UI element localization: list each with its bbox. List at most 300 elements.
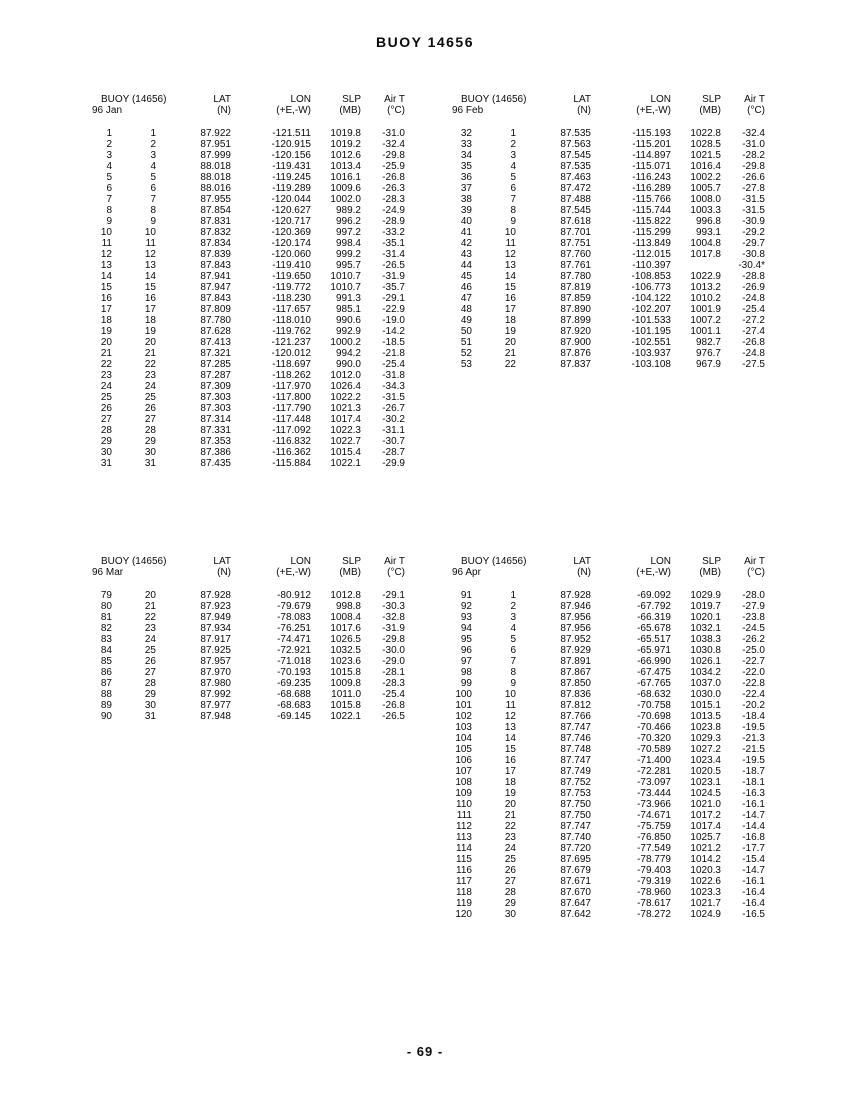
cell: 14 — [144, 271, 156, 282]
cell: 20 — [504, 799, 516, 810]
table-row — [88, 645, 405, 656]
table-row — [448, 128, 765, 139]
table-row — [88, 370, 405, 381]
table-row — [88, 689, 405, 700]
table-mar — [88, 556, 408, 722]
cell: 1019.7 — [690, 601, 721, 612]
cell: 1021.2 — [690, 843, 721, 854]
cell: 97 — [460, 656, 472, 667]
cell: 88.018 — [200, 161, 231, 172]
cell: -70.320 — [637, 733, 671, 744]
column-header-slp: SLP — [342, 94, 361, 105]
cell: 1026.1 — [690, 656, 721, 667]
table-row — [88, 700, 405, 711]
cell: -29.1 — [382, 293, 405, 304]
cell: 1022.8 — [690, 128, 721, 139]
column-header-airt: Air T — [744, 94, 765, 105]
cell: 87.977 — [200, 700, 231, 711]
cell: 29 — [504, 898, 516, 909]
cell: -120.627 — [271, 205, 311, 216]
cell: 1023.3 — [690, 887, 721, 898]
cell: 87.303 — [200, 392, 231, 403]
cell: -115.766 — [632, 194, 671, 205]
cell: -29.7 — [742, 238, 765, 249]
cell: 1021.0 — [690, 799, 721, 810]
column-header-buoy: BUOY (14656) — [461, 94, 527, 105]
cell: -73.444 — [637, 788, 671, 799]
cell: 115 — [456, 854, 472, 865]
cell: 87.843 — [200, 293, 231, 304]
cell: 87.747 — [560, 755, 591, 766]
cell: 10 — [504, 689, 516, 700]
table-row — [88, 150, 405, 161]
cell: 87.331 — [200, 425, 231, 436]
cell: 27 — [504, 876, 516, 887]
cell: 16 — [504, 293, 516, 304]
cell: -16.1 — [742, 876, 765, 887]
cell: 993.1 — [695, 227, 721, 238]
cell: 81 — [100, 612, 112, 623]
cell: 1024.9 — [690, 909, 721, 920]
table-row — [448, 700, 765, 711]
table-row — [448, 601, 765, 612]
cell: -26.9 — [742, 282, 765, 293]
cell: 111 — [456, 810, 472, 821]
column-unit-lon: (+E,-W) — [276, 105, 311, 116]
cell: -32.8 — [382, 612, 405, 623]
cell: -26.3 — [382, 183, 405, 194]
cell: 7 — [510, 194, 516, 205]
cell: 1015.1 — [690, 700, 721, 711]
cell: -120.369 — [271, 227, 311, 238]
cell: 1010.7 — [330, 271, 361, 282]
cell: 38 — [460, 194, 472, 205]
cell: -31.9 — [382, 271, 405, 282]
cell: 87.309 — [200, 381, 231, 392]
cell: 87.750 — [560, 810, 591, 821]
cell: 85 — [100, 656, 112, 667]
cell: 87.831 — [200, 216, 231, 227]
cell: 1037.0 — [690, 678, 721, 689]
cell: 9 — [106, 216, 112, 227]
cell: -24.8 — [742, 293, 765, 304]
cell: 83 — [100, 634, 112, 645]
cell: 86 — [100, 667, 112, 678]
cell: -65.517 — [637, 634, 671, 645]
cell: 87.920 — [560, 326, 591, 337]
cell: 28 — [144, 425, 156, 436]
cell: 43 — [460, 249, 472, 260]
column-header-airt: Air T — [384, 94, 405, 105]
column-header-slp: SLP — [702, 556, 721, 567]
table-row — [448, 799, 765, 810]
cell: 93 — [460, 612, 472, 623]
cell: -28.3 — [382, 678, 405, 689]
table-row — [88, 381, 405, 392]
table-row — [88, 194, 405, 205]
table-row — [448, 733, 765, 744]
cell: 1023.1 — [690, 777, 721, 788]
cell: 1029.9 — [690, 590, 721, 601]
cell: 1028.5 — [690, 139, 721, 150]
cell: 87.353 — [200, 436, 231, 447]
cell: -30.4* — [738, 260, 765, 271]
cell: -117.970 — [272, 381, 311, 392]
cell: 87.928 — [200, 590, 231, 601]
table-row — [88, 161, 405, 172]
cell: 6 — [510, 645, 516, 656]
cell: 1023.8 — [690, 722, 721, 733]
cell: 24 — [100, 381, 112, 392]
cell: 25 — [504, 854, 516, 865]
cell: 21 — [504, 810, 516, 821]
cell: -67.792 — [637, 601, 671, 612]
cell: 994.2 — [335, 348, 361, 359]
cell: 87.751 — [560, 238, 591, 249]
cell: -78.617 — [637, 898, 671, 909]
cell: 87.766 — [560, 711, 591, 722]
cell: -119.772 — [272, 282, 311, 293]
cell: -119.762 — [272, 326, 311, 337]
cell: 19 — [504, 788, 516, 799]
cell: 48 — [460, 304, 472, 315]
cell: -117.790 — [272, 403, 311, 414]
cell: -28.7 — [382, 447, 405, 458]
table-row — [88, 458, 405, 469]
cell: 1022.6 — [690, 876, 721, 887]
table-body-jan — [88, 116, 405, 469]
cell: -31.5 — [382, 392, 405, 403]
cell: -31.8 — [382, 370, 405, 381]
cell: -16.5 — [742, 909, 765, 920]
cell: 20 — [504, 337, 516, 348]
cell: 1 — [106, 128, 112, 139]
cell: 1023.6 — [330, 656, 361, 667]
table-header-row-1 — [448, 94, 765, 105]
column-header-lat: LAT — [213, 94, 231, 105]
cell: 10 — [144, 227, 156, 238]
cell: -67.765 — [637, 678, 671, 689]
cell: 108 — [455, 777, 472, 788]
cell: 1016.1 — [330, 172, 361, 183]
cell: -31.1 — [382, 425, 405, 436]
cell: -75.759 — [637, 821, 671, 832]
cell: -28.3 — [382, 194, 405, 205]
cell: 18 — [504, 315, 516, 326]
cell: -70.466 — [637, 722, 671, 733]
cell: 2 — [150, 139, 156, 150]
cell: -101.533 — [631, 315, 671, 326]
table-row — [88, 205, 405, 216]
cell: 8 — [510, 667, 516, 678]
cell: -26.8 — [382, 700, 405, 711]
cell: 7 — [510, 656, 516, 667]
cell: 87.951 — [200, 139, 231, 150]
cell: -26.2 — [742, 634, 765, 645]
cell: 1000.2 — [330, 337, 361, 348]
cell: 2 — [106, 139, 112, 150]
cell: 87.832 — [200, 227, 231, 238]
cell: 1015.4 — [330, 447, 361, 458]
cell: -70.193 — [277, 667, 311, 678]
cell: -80.912 — [277, 590, 311, 601]
cell: -116.243 — [632, 172, 671, 183]
cell: 87.761 — [560, 260, 591, 271]
cell: -28.9 — [382, 216, 405, 227]
cell: -29.8 — [382, 634, 405, 645]
cell: 18 — [504, 777, 516, 788]
cell: 87.780 — [560, 271, 591, 282]
table-header-row-1 — [88, 94, 405, 105]
cell: 96 — [460, 645, 472, 656]
table-row — [448, 909, 765, 920]
cell: -18.1 — [742, 777, 765, 788]
cell: -16.1 — [742, 799, 765, 810]
cell: 4 — [106, 161, 112, 172]
cell: 3 — [150, 150, 156, 161]
table-row — [448, 337, 765, 348]
table-row — [448, 810, 765, 821]
cell: 87.859 — [560, 293, 591, 304]
cell: -103.937 — [631, 348, 671, 359]
table-header-row-2 — [88, 567, 405, 578]
cell: -117.448 — [272, 414, 311, 425]
cell: 87.535 — [560, 128, 591, 139]
table-row — [448, 854, 765, 865]
cell: 87.386 — [200, 447, 231, 458]
table-row — [88, 304, 405, 315]
cell: -117.657 — [272, 304, 311, 315]
cell: 1020.3 — [690, 865, 721, 876]
cell: 1014.2 — [690, 854, 721, 865]
cell: 1005.7 — [690, 183, 721, 194]
cell: -121.237 — [271, 337, 311, 348]
cell: 105 — [455, 744, 472, 755]
column-header-lon: LON — [290, 556, 311, 567]
cell: 1026.4 — [330, 381, 361, 392]
cell: 999.2 — [335, 249, 361, 260]
cell: 1022.1 — [330, 711, 361, 722]
cell: 101 — [455, 700, 472, 711]
cell: -69.092 — [637, 590, 671, 601]
column-header-lon: LON — [650, 94, 671, 105]
cell: 16 — [100, 293, 112, 304]
cell: -31.0 — [382, 128, 405, 139]
table-row — [448, 315, 765, 326]
cell: -118.010 — [272, 315, 311, 326]
table-row — [448, 183, 765, 194]
cell: -78.083 — [277, 612, 311, 623]
cell: 2 — [510, 601, 516, 612]
column-header-airt: Air T — [744, 556, 765, 567]
cell: -28.8 — [742, 271, 765, 282]
cell: 1030.8 — [690, 645, 721, 656]
column-unit-lon: (+E,-W) — [636, 567, 671, 578]
table-row — [448, 689, 765, 700]
cell: -29.8 — [742, 161, 765, 172]
cell: 989.2 — [335, 205, 361, 216]
cell: -120.044 — [271, 194, 311, 205]
cell: 1009.6 — [330, 183, 361, 194]
cell: 87.948 — [200, 711, 231, 722]
cell: 7 — [150, 194, 156, 205]
cell: 1020.1 — [690, 612, 721, 623]
cell: -106.773 — [631, 282, 671, 293]
cell: 1020.5 — [690, 766, 721, 777]
cell: 1 — [510, 128, 516, 139]
table-row — [448, 612, 765, 623]
cell: -21.8 — [382, 348, 405, 359]
column-unit-slp: (MB) — [699, 105, 721, 116]
cell: -27.8 — [742, 183, 765, 194]
cell: 18 — [100, 315, 112, 326]
table-row — [448, 634, 765, 645]
cell: 87.628 — [200, 326, 231, 337]
cell: 12 — [100, 249, 112, 260]
cell: 1027.2 — [690, 744, 721, 755]
cell: 87.941 — [200, 271, 231, 282]
cell: -71.018 — [277, 656, 311, 667]
cell: -114.897 — [632, 150, 671, 161]
cell: 24 — [144, 381, 156, 392]
cell: -18.7 — [742, 766, 765, 777]
cell: 19 — [144, 326, 156, 337]
table-row — [448, 678, 765, 689]
cell: 20 — [144, 590, 156, 601]
cell: 1010.7 — [330, 282, 361, 293]
cell: 10 — [504, 227, 516, 238]
cell: -101.195 — [631, 326, 671, 337]
table-row — [448, 645, 765, 656]
cell: 88.016 — [200, 183, 231, 194]
cell: 22 — [504, 359, 516, 370]
table-row — [88, 590, 405, 601]
cell: 1015.8 — [330, 667, 361, 678]
cell: -70.698 — [637, 711, 671, 722]
cell: -115.201 — [632, 139, 671, 150]
cell: -31.5 — [742, 194, 765, 205]
cell: 87.934 — [200, 623, 231, 634]
cell: -20.2 — [742, 700, 765, 711]
table-row — [88, 172, 405, 183]
cell: -27.9 — [742, 601, 765, 612]
cell: 87 — [100, 678, 112, 689]
cell: -68.632 — [637, 689, 671, 700]
cell: 87.563 — [560, 139, 591, 150]
cell: -79.679 — [277, 601, 311, 612]
cell: 40 — [460, 216, 472, 227]
table-row — [448, 139, 765, 150]
cell: 47 — [460, 293, 472, 304]
cell: 87.928 — [560, 590, 591, 601]
cell: -119.245 — [272, 172, 311, 183]
column-unit-lon: (+E,-W) — [636, 105, 671, 116]
cell: 996.2 — [335, 216, 361, 227]
cell: 95 — [460, 634, 472, 645]
cell: 17 — [504, 766, 516, 777]
page-number: - 69 - — [406, 1044, 444, 1059]
table-row — [448, 216, 765, 227]
table-body-mar — [88, 578, 405, 722]
cell: 8 — [150, 205, 156, 216]
table-feb — [448, 94, 768, 370]
month-label-jan: 96 Jan — [92, 105, 123, 116]
month-label-feb: 96 Feb — [452, 105, 484, 116]
cell: 27 — [100, 414, 112, 425]
cell: 87.747 — [560, 722, 591, 733]
cell: 9 — [510, 678, 516, 689]
cell: -22.9 — [382, 304, 405, 315]
cell: -120.060 — [271, 249, 311, 260]
cell: 1003.3 — [690, 205, 721, 216]
cell: 18 — [144, 315, 156, 326]
cell: 87.850 — [560, 678, 591, 689]
cell: 26 — [504, 865, 516, 876]
cell: -118.262 — [272, 370, 311, 381]
cell: 1019.2 — [330, 139, 361, 150]
cell: 87.839 — [200, 249, 231, 260]
cell: -33.2 — [382, 227, 405, 238]
cell: 87.695 — [560, 854, 591, 865]
cell: 1021.3 — [330, 403, 361, 414]
cell: 88 — [100, 689, 112, 700]
cell: 35 — [460, 161, 472, 172]
cell: 87.876 — [560, 348, 591, 359]
table-row — [448, 843, 765, 854]
table-header-row-2 — [448, 105, 765, 116]
table-row — [88, 403, 405, 414]
table-row — [448, 667, 765, 678]
cell: 87.900 — [560, 337, 591, 348]
cell: 87.947 — [200, 282, 231, 293]
cell: -29.9 — [382, 458, 405, 469]
cell: -115.884 — [272, 458, 311, 469]
table-row — [88, 425, 405, 436]
cell: 10 — [100, 227, 112, 238]
cell: -23.8 — [742, 612, 765, 623]
cell: 26 — [100, 403, 112, 414]
cell: 45 — [460, 271, 472, 282]
column-unit-slp: (MB) — [339, 567, 361, 578]
table-row — [448, 238, 765, 249]
cell: 11 — [145, 238, 156, 249]
cell: -28.1 — [382, 667, 405, 678]
cell: 5 — [510, 172, 516, 183]
cell: 1 — [510, 590, 516, 601]
cell: 87.980 — [200, 678, 231, 689]
cell: 23 — [100, 370, 112, 381]
cell: 82 — [100, 623, 112, 634]
cell: 17 — [144, 304, 156, 315]
cell: -115.822 — [632, 216, 671, 227]
cell: 992.9 — [335, 326, 361, 337]
cell: 1038.3 — [690, 634, 721, 645]
cell: -25.4 — [742, 304, 765, 315]
cell: -28.2 — [742, 150, 765, 161]
cell: 4 — [150, 161, 156, 172]
cell: 87.836 — [560, 689, 591, 700]
cell: 20 — [100, 337, 112, 348]
table-row — [448, 304, 765, 315]
cell: 87.917 — [200, 634, 231, 645]
cell: 1024.5 — [690, 788, 721, 799]
table-row — [448, 656, 765, 667]
cell: 14 — [504, 271, 516, 282]
table-row — [88, 359, 405, 370]
cell: 87.970 — [200, 667, 231, 678]
cell: -112.015 — [632, 249, 671, 260]
table-jan — [88, 94, 408, 469]
